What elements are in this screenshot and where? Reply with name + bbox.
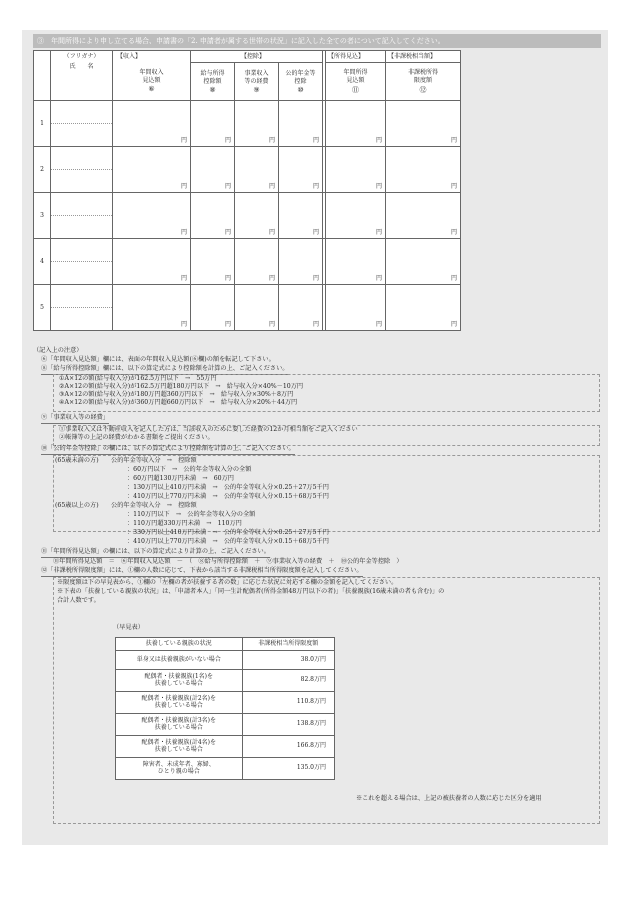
- exempt-col-mark: ⑫: [419, 85, 427, 94]
- business-col-mark: ⑨: [253, 85, 260, 94]
- expected-col-mark: ⑪: [352, 85, 360, 94]
- table-row: [34, 239, 461, 262]
- yen-unit: 円: [224, 183, 231, 190]
- pension-col-label: 公的年金等 控除: [285, 69, 316, 85]
- yen-unit: 円: [376, 137, 383, 144]
- note-8-4: ④A×12の額(給与収入分)が360万円超660万円以下 → 給与収入分×20%＋44万円: [59, 399, 298, 406]
- yen-unit: 円: [313, 137, 320, 144]
- hayami-status: 配偶者・扶養親族(計2名)を 扶養している場合: [116, 691, 243, 713]
- hayami-amount: 110.8万円: [242, 691, 334, 713]
- yen-unit: 円: [224, 229, 231, 236]
- exempt-field[interactable]: [386, 285, 461, 331]
- salary-field[interactable]: [191, 101, 235, 147]
- hayami-row: [116, 713, 335, 735]
- note-12: ⑫「非課税所得限度額」には、①欄の人数に応じて、下表から該当する非課税相当所得限度額を記入してください。: [41, 567, 363, 577]
- hayami-status: 単身又は扶養親族がいない場合: [116, 650, 243, 669]
- yen-unit: 円: [376, 275, 383, 282]
- pension-field[interactable]: [279, 285, 323, 331]
- income-group-header: 【収入】: [113, 51, 191, 63]
- income-table: [33, 50, 461, 331]
- salary-field[interactable]: [191, 193, 235, 239]
- hayami-row: [116, 650, 335, 669]
- hayami-status: 障害者、未成年者、寡婦、 ひとり親の場合: [116, 757, 243, 779]
- name-label: 氏 名: [69, 62, 94, 70]
- yen-unit: 円: [451, 321, 458, 328]
- name-field[interactable]: [51, 262, 113, 285]
- expected-field[interactable]: [326, 147, 386, 193]
- yen-unit: 円: [313, 183, 320, 190]
- exempt-col-header: [386, 63, 461, 101]
- section-header: ③ 年間所得により申し立てる場合、申請書の「2. 申請者が属する世帯の状況」に記入した全ての者について記入してください。: [33, 34, 601, 48]
- business-field[interactable]: [235, 147, 279, 193]
- income-col-label: 年間収入 見込額: [139, 69, 164, 85]
- table-row: [34, 285, 461, 308]
- exempt-col-label: 非課税所得 限度額: [408, 68, 439, 84]
- hayami-status: 配偶者・扶養親族(1名)を 扶養している場合: [116, 669, 243, 691]
- hayami-row: [116, 669, 335, 691]
- hayami-title: （早見表）: [113, 624, 144, 631]
- hayami-row: [116, 735, 335, 757]
- row-number: 2: [34, 147, 51, 193]
- expected-col-header: [326, 63, 386, 101]
- table-row: [34, 193, 461, 216]
- notes-title: （記入上の注意）: [33, 347, 83, 354]
- yen-unit: 円: [180, 321, 187, 328]
- hayami-head-status: 扶養している親族の状況: [116, 638, 243, 651]
- yen-unit: 円: [313, 321, 320, 328]
- note-9-1: ①事業収入又は不動産収入を記入した方は、当該収入のために要した経費の12か月相当額をご記入ください: [59, 426, 358, 433]
- yen-unit: 円: [180, 229, 187, 236]
- pension-field[interactable]: [279, 193, 323, 239]
- table-row: [34, 101, 461, 124]
- note-10-b4: ：410万円以上770万円未満 → 公的年金等収入分×0.15＋68万5千円: [127, 538, 329, 545]
- hayami-status: 配偶者・扶養親族(計3名)を 扶養している場合: [116, 713, 243, 735]
- note-11-formula: ⑪年間所得見込額 ＝ ⑥年間収入見込額 － （ ⑧給与所得控除額 ＋ ⑨事業収入等の経費 ＋ ⑩公的年金等控除 ）: [53, 558, 403, 565]
- name-field[interactable]: [51, 216, 113, 239]
- hayami-amount: 135.0万円: [242, 757, 334, 779]
- exempt-field[interactable]: [386, 239, 461, 285]
- expected-field[interactable]: [326, 193, 386, 239]
- salary-field[interactable]: [191, 285, 235, 331]
- pension-col-header: [279, 63, 323, 101]
- furigana-field[interactable]: [51, 101, 113, 124]
- pension-field[interactable]: [279, 147, 323, 193]
- yen-unit: 円: [451, 275, 458, 282]
- business-field[interactable]: [235, 101, 279, 147]
- furigana-field[interactable]: [51, 193, 113, 216]
- note-10-b2: ：110万円超330万円未満 → 110万円: [127, 520, 242, 527]
- income-field[interactable]: [113, 101, 191, 147]
- name-field[interactable]: [51, 308, 113, 331]
- exempt-field[interactable]: [386, 101, 461, 147]
- note-10-a2: ：60万円超130万円未満 → 60万円: [127, 475, 234, 482]
- expected-group-header: 【所得見込】: [326, 51, 386, 63]
- hayami-status: 配偶者・扶養親族(計4名)を 扶養している場合: [116, 735, 243, 757]
- yen-unit: 円: [451, 137, 458, 144]
- deduction-group-header: 【控除】: [191, 51, 323, 63]
- yen-unit: 円: [224, 321, 231, 328]
- hayami-amount: 38.0万円: [242, 650, 334, 669]
- hayami-head-amount: 非課税相当所得限度額: [242, 638, 334, 651]
- furigana-field[interactable]: [51, 285, 113, 308]
- hayami-amount: 82.8万円: [242, 669, 334, 691]
- furigana-field[interactable]: [51, 147, 113, 170]
- yen-unit: 円: [313, 229, 320, 236]
- salary-col-label: 給与所得 控除額: [200, 69, 225, 85]
- name-header: [51, 63, 113, 101]
- row-number: 4: [34, 239, 51, 285]
- note-10-over65: (65歳以上の方) 公的年金等収入分 → 控除額: [55, 502, 197, 509]
- exempt-group-header: 【非課税相当額】: [386, 51, 461, 63]
- pension-field[interactable]: [279, 239, 323, 285]
- table-row: [34, 147, 461, 170]
- hayami-amount: 138.8万円: [242, 713, 334, 735]
- note-10-under65: (65歳未満の方) 公的年金等収入分 → 控除額: [55, 457, 197, 464]
- expected-field[interactable]: [326, 285, 386, 331]
- income-field[interactable]: [113, 239, 191, 285]
- business-field[interactable]: [235, 285, 279, 331]
- business-field[interactable]: [235, 239, 279, 285]
- note-12-2: ※下表の「扶養している親族の状況」は、「申請者本人」「同一生計配偶者(所得金額48万円以下の者)」「扶養親族(16歳未満の者も含む)」の: [57, 588, 445, 595]
- hayami-row: [116, 757, 335, 779]
- pension-col-mark: ⑩: [297, 85, 304, 94]
- note-10-a3: ：130万円以上410万円未満 → 公的年金等収入分×0.25＋27万5千円: [127, 484, 329, 491]
- yen-unit: 円: [376, 183, 383, 190]
- exempt-field[interactable]: [386, 147, 461, 193]
- salary-field[interactable]: [191, 239, 235, 285]
- yen-unit: 円: [268, 183, 275, 190]
- note-10-b1: ：110万円以下 → 公的年金等収入分の全額: [127, 511, 256, 518]
- yen-unit: 円: [376, 321, 383, 328]
- row-number: 1: [34, 101, 51, 147]
- table-body: [34, 101, 461, 331]
- yen-unit: 円: [268, 229, 275, 236]
- business-field[interactable]: [235, 193, 279, 239]
- income-field[interactable]: [113, 285, 191, 331]
- name-field[interactable]: [51, 124, 113, 147]
- note-9-2: ②帳簿等の上記の経費がわかる書類をご提出ください。: [59, 434, 214, 441]
- note-11: ⑪「年間所得見込額」の欄には、以下の算定式により計算の上、ご記入ください。: [41, 548, 270, 558]
- note-10-a4: ：410万円以上770万円未満 → 公的年金等収入分×0.15＋68万5千円: [127, 493, 329, 500]
- furigana-field[interactable]: [51, 239, 113, 262]
- business-col-label: 事業収入 等の経費: [244, 69, 269, 85]
- hayami-amount: 166.8万円: [242, 735, 334, 757]
- yen-unit: 円: [451, 183, 458, 190]
- note-10: ⑩「公的年金等控除」の欄には、以下の算定式により控除額を計算の上、ご記入ください。: [41, 445, 295, 455]
- yen-unit: 円: [268, 321, 275, 328]
- expected-field[interactable]: [326, 239, 386, 285]
- yen-unit: 円: [268, 137, 275, 144]
- note-8: ⑧「給与所得控除額」欄には、以下の算定式により控除額を計算の上、ご記入ください。: [41, 365, 289, 375]
- row-number: 3: [34, 193, 51, 239]
- expected-field[interactable]: [326, 101, 386, 147]
- hayami-body: [116, 650, 335, 779]
- yen-unit: 円: [180, 183, 187, 190]
- hayami-table: [115, 637, 335, 780]
- note-8-1: ①A×12の額(給与収入分)が162.5万円以下 → 55万円: [59, 375, 217, 382]
- income-col-mark: ⑥: [148, 85, 155, 94]
- income-field[interactable]: [113, 193, 191, 239]
- note-10-a1: ：60万円以下 → 公的年金等収入分の全額: [127, 466, 252, 473]
- hayami-row: [116, 691, 335, 713]
- note-8-3: ③A×12の額(給与収入分)が180万円超360万円以下 → 給与収入分×30%＋8万円: [59, 391, 294, 398]
- pension-field[interactable]: [279, 101, 323, 147]
- income-field[interactable]: [113, 147, 191, 193]
- note-9: ⑨「事業収入等の経費」: [41, 414, 109, 424]
- business-col-header: [235, 63, 279, 101]
- yen-unit: 円: [224, 275, 231, 282]
- salary-col-header: [191, 63, 235, 101]
- furigana-header: （フリガナ）: [51, 51, 113, 63]
- yen-unit: 円: [224, 137, 231, 144]
- row-number-header: [34, 51, 51, 101]
- row-number: 5: [34, 285, 51, 331]
- note-12-1: ※限度額は下の早見表から、①欄の「左欄の者が扶養する者の数」に応じた状況に対応する欄の金額を記入してください。: [57, 579, 398, 586]
- yen-unit: 円: [313, 275, 320, 282]
- salary-col-mark: ⑧: [209, 85, 216, 94]
- yen-unit: 円: [180, 137, 187, 144]
- note-12-3: 合計人数です。: [57, 597, 100, 604]
- exempt-field[interactable]: [386, 193, 461, 239]
- note-8-2: ②A×12の額(給与収入分)が162.5万円超180万円以下 → 給与収入分×40%－10万円: [59, 383, 304, 390]
- name-field[interactable]: [51, 170, 113, 193]
- note-6: ⑥「年間収入見込額」欄には、表面の年間収入見込額(⑥欄)の額を転記して下さい。: [41, 356, 275, 363]
- note-10-b3: ：330万円以上410万円未満 → 公的年金等収入分×0.25＋27万5千円: [127, 529, 329, 536]
- notes-section: [33, 347, 601, 825]
- yen-unit: 円: [180, 275, 187, 282]
- salary-field[interactable]: [191, 147, 235, 193]
- yen-unit: 円: [376, 229, 383, 236]
- income-col-header: [113, 63, 191, 101]
- yen-unit: 円: [268, 275, 275, 282]
- over-limit-note: ※これを超える場合は、上記の被扶養者の人数に応じた区分を適用: [356, 795, 542, 802]
- yen-unit: 円: [451, 229, 458, 236]
- expected-col-label: 年間所得 見込額: [343, 68, 368, 84]
